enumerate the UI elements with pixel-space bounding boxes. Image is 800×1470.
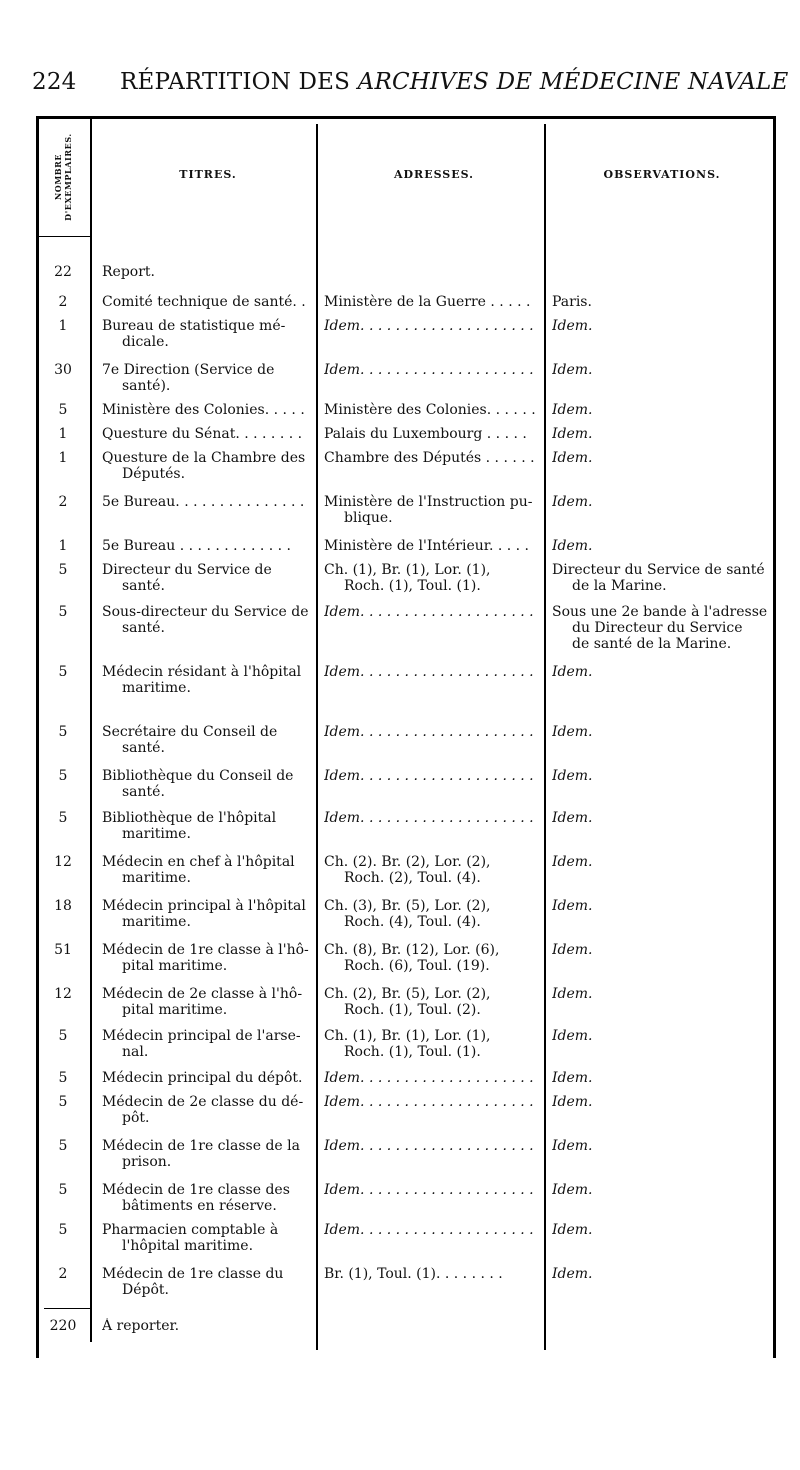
row-address: [324, 318, 544, 334]
row-address-line: Roch. (1), Toul. (2).: [344, 1002, 481, 1018]
row-observation: [552, 450, 772, 466]
row-count: 5: [58, 1138, 68, 1154]
row-count: 5: [58, 724, 68, 740]
row-title: [102, 450, 314, 482]
row-title: [102, 1138, 314, 1170]
row-title: [102, 494, 314, 510]
row-count: 5: [58, 810, 68, 826]
row-address: [324, 538, 544, 554]
row-address-line: blique.: [344, 510, 393, 526]
row-count: 51: [54, 942, 72, 958]
row-count: 1: [58, 450, 68, 466]
row-title-line: Dépôt.: [122, 1282, 169, 1298]
row-observation-line: Idem.: [552, 1028, 593, 1044]
row-address-line: Idem. . . . . . . . . . . . . . . . . . . .: [324, 1222, 534, 1238]
header-adresses: ADRESSES.: [393, 168, 474, 181]
row-title-line: nal.: [122, 1044, 149, 1060]
row-address-line: Idem. . . . . . . . . . . . . . . . . . . .: [324, 664, 534, 680]
row-address: [324, 450, 544, 466]
row-observation-line: Idem.: [552, 402, 593, 418]
row-observation-line: Idem.: [552, 768, 593, 784]
row-address-line: Ministère de la Guerre . . . . .: [324, 294, 531, 310]
row-title-line: Report.: [102, 264, 155, 280]
row-title-line: 5e Bureau. . . . . . . . . . . . . . .: [102, 494, 305, 510]
row-observation: [552, 986, 772, 1002]
row-title-line: Médecin principal du dépôt.: [102, 1070, 303, 1086]
row-title-line: prison.: [122, 1154, 172, 1170]
row-address-line: Chambre des Députés . . . . . .: [324, 450, 535, 466]
row-address: [324, 898, 544, 930]
row-address: [324, 664, 544, 680]
row-observation: [552, 724, 772, 740]
row-title: [102, 1070, 314, 1086]
row-title-line: santé.: [122, 620, 165, 636]
row-observation-line: Idem.: [552, 1222, 593, 1238]
row-title-line: Médecin de 1re classe à l'hô-: [102, 942, 309, 958]
row-address-line: Ch. (2), Br. (5), Lor. (2),: [324, 986, 491, 1002]
row-observation-line: du Directeur du Service: [572, 620, 743, 636]
row-observation-line: Idem.: [552, 1182, 593, 1198]
row-observation-line: Idem.: [552, 1266, 593, 1282]
row-title: [102, 294, 314, 310]
row-observation-line: Directeur du Service de santé: [552, 562, 765, 578]
row-title-line: Médecin en chef à l'hôpital: [102, 854, 295, 870]
row-count: 220: [49, 1318, 77, 1334]
row-title-line: Questure du Sénat. . . . . . . .: [102, 426, 303, 442]
row-title-line: Médecin principal de l'arse-: [102, 1028, 301, 1044]
row-observation-line: de la Marine.: [572, 578, 667, 594]
row-title-line: santé).: [122, 378, 171, 394]
row-observation-line: Idem.: [552, 318, 593, 334]
row-observation-line: de santé de la Marine.: [572, 636, 732, 652]
row-title-line: Députés.: [122, 466, 186, 482]
row-title: [102, 898, 314, 930]
row-address: [324, 986, 544, 1018]
row-count: 5: [58, 1028, 68, 1044]
row-title-line: maritime.: [122, 914, 191, 930]
row-observation-line: Idem.: [552, 450, 593, 466]
row-address-line: Idem. . . . . . . . . . . . . . . . . . . .: [324, 724, 534, 740]
row-title: [102, 986, 314, 1018]
total-rule: [44, 1308, 90, 1309]
row-observation-line: Idem.: [552, 664, 593, 680]
row-observation-line: Idem.: [552, 854, 593, 870]
row-observation-line: Idem.: [552, 942, 593, 958]
row-title-line: pital maritime.: [122, 1002, 228, 1018]
row-observation: [552, 810, 772, 826]
row-observation-line: Idem.: [552, 494, 593, 510]
row-address-line: Idem. . . . . . . . . . . . . . . . . . . .: [324, 1094, 534, 1110]
row-observation: [552, 604, 772, 652]
col-rule-3: [544, 124, 546, 1350]
row-count: 5: [58, 1182, 68, 1198]
row-observation: [552, 402, 772, 418]
row-address-line: Roch. (1), Toul. (1).: [344, 1044, 481, 1060]
row-count: 5: [58, 664, 68, 680]
row-observation: [552, 494, 772, 510]
row-title-line: maritime.: [122, 680, 191, 696]
row-address: [324, 402, 544, 418]
row-title-line: Médecin de 2e classe à l'hô-: [102, 986, 303, 1002]
row-address: [324, 294, 544, 310]
row-count: 5: [58, 768, 68, 784]
row-address-line: Ch. (1), Br. (1), Lor. (1),: [324, 1028, 491, 1044]
row-count: 12: [54, 854, 72, 870]
row-title-line: 5e Bureau . . . . . . . . . . . . .: [102, 538, 291, 554]
row-observation: [552, 768, 772, 784]
row-title-line: pôt.: [122, 1110, 150, 1126]
row-count: 5: [58, 1070, 68, 1086]
row-observation-line: Idem.: [552, 1138, 593, 1154]
row-address-line: Idem. . . . . . . . . . . . . . . . . . . .: [324, 810, 534, 826]
row-title: [102, 362, 314, 394]
row-observation: [552, 362, 772, 378]
row-observation-line: Idem.: [552, 538, 593, 554]
row-title-line: pital maritime.: [122, 958, 228, 974]
page-title: RÉPARTITION DES ARCHIVES DE MÉDECINE NAVALE: [120, 69, 789, 95]
page-title-italic: ARCHIVES DE MÉDECINE NAVALE: [357, 69, 789, 95]
row-observation: [552, 898, 772, 914]
col-rule-2: [316, 124, 318, 1350]
row-title-line: Médecin de 1re classe de la: [102, 1138, 300, 1154]
row-address: [324, 494, 544, 526]
row-title-line: 7e Direction (Service de: [102, 362, 275, 378]
row-address: [324, 562, 544, 594]
row-title: [102, 402, 314, 418]
row-count: 5: [58, 1094, 68, 1110]
row-title-line: santé.: [122, 578, 165, 594]
row-address-line: Ch. (3), Br. (5), Lor. (2),: [324, 898, 491, 914]
row-observation-line: Idem.: [552, 724, 593, 740]
row-observation: [552, 1094, 772, 1110]
row-count: 18: [54, 898, 72, 914]
row-title: [102, 1266, 314, 1298]
row-count: 1: [58, 318, 68, 334]
page-header: [32, 66, 789, 98]
row-observation-line: Idem.: [552, 1094, 593, 1110]
row-address: [324, 724, 544, 740]
row-title: [102, 768, 314, 800]
row-address: [324, 426, 544, 442]
row-address-line: Idem. . . . . . . . . . . . . . . . . . . .: [324, 768, 534, 784]
row-title-line: maritime.: [122, 826, 191, 842]
row-observation: [552, 664, 772, 680]
header-titres: TITRES.: [179, 168, 237, 181]
row-address: [324, 1222, 544, 1238]
row-address: [324, 810, 544, 826]
row-address: [324, 1094, 544, 1110]
row-count: 2: [58, 1266, 68, 1282]
row-address-line: Idem. . . . . . . . . . . . . . . . . . . .: [324, 1138, 534, 1154]
row-count: 5: [58, 604, 68, 620]
row-title-line: Bureau de statistique mé-: [102, 318, 286, 334]
row-observation: [552, 942, 772, 958]
row-observation: [552, 294, 772, 310]
row-address: [324, 362, 544, 378]
table-right-rule: [773, 116, 776, 1358]
row-observation: [552, 1182, 772, 1198]
row-title-line: santé.: [122, 784, 165, 800]
row-title-line: Médecin principal à l'hôpital: [102, 898, 306, 914]
row-title-line: Ministère des Colonies. . . . .: [102, 402, 305, 418]
row-address: [324, 1138, 544, 1154]
row-address-line: Ch. (8), Br. (12), Lor. (6),: [324, 942, 500, 958]
row-address-line: Ch. (2). Br. (2), Lor. (2),: [324, 854, 491, 870]
row-title: [102, 538, 314, 554]
row-title: [102, 604, 314, 636]
row-count: 22: [54, 264, 72, 280]
row-address: [324, 604, 544, 620]
row-address-line: Ch. (1), Br. (1), Lor. (1),: [324, 562, 491, 578]
row-title: [102, 1182, 314, 1214]
row-address-line: Ministère des Colonies. . . . . .: [324, 402, 536, 418]
row-title-line: Bibliothèque du Conseil de: [102, 768, 294, 784]
row-title-line: Sous-directeur du Service de: [102, 604, 309, 620]
row-address-line: Roch. (1), Toul. (1).: [344, 578, 481, 594]
row-observation-line: Sous une 2e bande à l'adresse: [552, 604, 768, 620]
row-observation-line: Paris.: [552, 294, 592, 310]
row-address-line: Ministère de l'Intérieur. . . . .: [324, 538, 529, 554]
header-nombre: NOMBRE D'EXEMPLAIRES.: [53, 133, 73, 221]
row-title-line: Médecin de 1re classe du: [102, 1266, 284, 1282]
row-address-line: Idem. . . . . . . . . . . . . . . . . . . .: [324, 318, 534, 334]
row-address: [324, 768, 544, 784]
row-observation-line: Idem.: [552, 1070, 593, 1086]
row-address-line: Ministère de l'Instruction pu-: [324, 494, 533, 510]
row-title: [102, 264, 314, 280]
row-address: [324, 942, 544, 974]
row-address-line: Idem. . . . . . . . . . . . . . . . . . . .: [324, 604, 534, 620]
row-address-line: Roch. (4), Toul. (4).: [344, 914, 481, 930]
row-title-line: santé.: [122, 740, 165, 756]
row-title-line: Médecin de 1re classe des: [102, 1182, 290, 1198]
row-observation-line: Idem.: [552, 986, 593, 1002]
row-address: [324, 1182, 544, 1198]
row-title-line: Questure de la Chambre des: [102, 450, 306, 466]
row-title: [102, 942, 314, 974]
row-title-line: Directeur du Service de: [102, 562, 272, 578]
row-observation-line: Idem.: [552, 362, 593, 378]
row-title: [102, 854, 314, 886]
row-address: [324, 1266, 544, 1282]
row-title-line: bâtiments en réserve.: [122, 1198, 277, 1214]
row-title-line: l'hôpital maritime.: [122, 1238, 254, 1254]
header-bottom-rule: [36, 236, 92, 237]
row-observation: [552, 1028, 772, 1044]
row-observation: [552, 562, 772, 594]
row-observation-line: Idem.: [552, 898, 593, 914]
row-count: 1: [58, 426, 68, 442]
row-address: [324, 854, 544, 886]
row-title: [102, 1094, 314, 1126]
row-count: 5: [58, 562, 68, 578]
page-number: 224: [32, 69, 77, 95]
row-title-line: dicale.: [122, 334, 169, 350]
row-address-line: Roch. (2), Toul. (4).: [344, 870, 481, 886]
row-observation: [552, 538, 772, 554]
row-title: [102, 810, 314, 842]
row-observation: [552, 854, 772, 870]
row-observation: [552, 1266, 772, 1282]
row-count: 12: [54, 986, 72, 1002]
row-title-line: Médecin résidant à l'hôpital: [102, 664, 302, 680]
row-title: [102, 1028, 314, 1060]
row-count: 30: [54, 362, 72, 378]
row-address: [324, 1028, 544, 1060]
row-count: 5: [58, 402, 68, 418]
header-observations: OBSERVATIONS.: [603, 168, 721, 181]
row-address-line: Br. (1), Toul. (1). . . . . . . .: [324, 1266, 503, 1282]
row-count: 1: [58, 538, 68, 554]
row-count: 2: [58, 294, 68, 310]
row-observation: [552, 1070, 772, 1086]
row-address-line: Palais du Luxembourg . . . . .: [324, 426, 527, 442]
row-address: [324, 1070, 544, 1086]
row-observation-line: Idem.: [552, 810, 593, 826]
table-top-rule: [36, 116, 776, 119]
row-title-line: Secrétaire du Conseil de: [102, 724, 278, 740]
row-title-line: Pharmacien comptable à: [102, 1222, 279, 1238]
row-observation: [552, 318, 772, 334]
row-title: [102, 664, 314, 696]
row-observation: [552, 1138, 772, 1154]
row-observation: [552, 426, 772, 442]
row-address-line: Roch. (6), Toul. (19).: [344, 958, 490, 974]
row-count: 5: [58, 1222, 68, 1238]
row-title: [102, 1318, 314, 1334]
row-title: [102, 318, 314, 350]
row-title-line: À reporter.: [102, 1318, 180, 1334]
row-count: 2: [58, 494, 68, 510]
row-address-line: Idem. . . . . . . . . . . . . . . . . . . .: [324, 1070, 534, 1086]
row-title: [102, 1222, 314, 1254]
row-title: [102, 562, 314, 594]
row-title: [102, 724, 314, 756]
col-rule-1: [90, 116, 92, 1342]
row-title-line: Médecin de 2e classe du dé-: [102, 1094, 304, 1110]
row-address-line: Idem. . . . . . . . . . . . . . . . . . . .: [324, 362, 534, 378]
row-address-line: Idem. . . . . . . . . . . . . . . . . . . .: [324, 1182, 534, 1198]
row-observation-line: Idem.: [552, 426, 593, 442]
row-observation: [552, 1222, 772, 1238]
row-title-line: maritime.: [122, 870, 191, 886]
row-title-line: Comité technique de santé. .: [102, 294, 306, 310]
row-title-line: Bibliothèque de l'hôpital: [102, 810, 277, 826]
row-title: [102, 426, 314, 442]
